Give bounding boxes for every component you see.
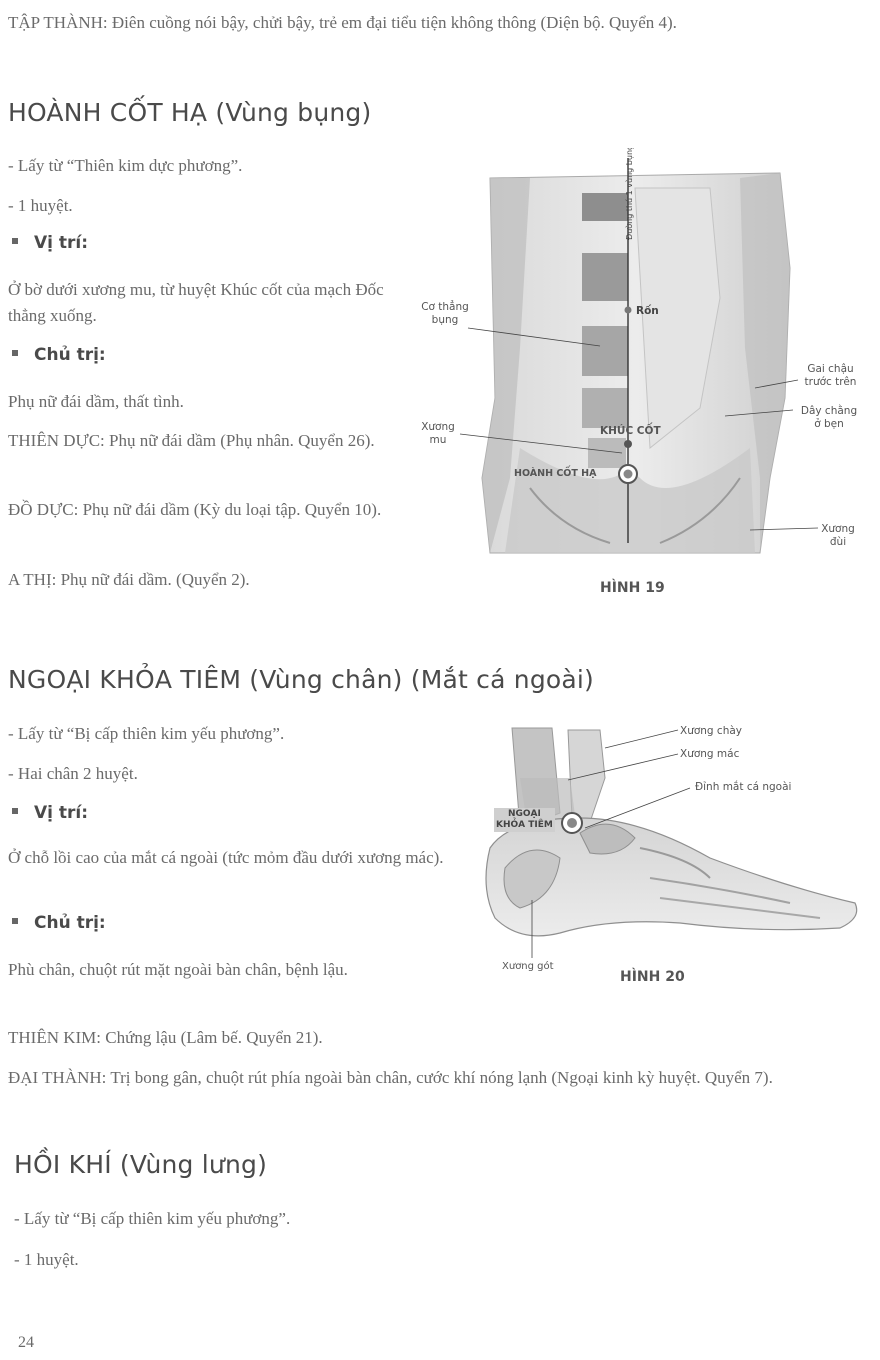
count-line: - 1 huyệt. (14, 1250, 79, 1269)
location-text: Ở bờ dưới xương mu, từ huyệt Khúc cốt của mạch Đốc thẳng xuống. (8, 280, 384, 325)
reference-thien-duc: THIÊN DỰC: Phụ nữ đái dầm (Phụ nhân. Quyển 26). (8, 431, 375, 450)
page-number: 24 (18, 1334, 34, 1351)
bullet-icon (12, 808, 18, 814)
bullet-icon (12, 918, 18, 924)
source-line: - Lấy từ “Thiên kim dực phương”. (8, 156, 243, 175)
reference-dai-thanh: ĐẠI THÀNH: Trị bong gân, chuột rút phía ngoài bàn chân, cước khí nóng lạnh (Ngoại kinh kỳ huyệt. Quyển 7). (8, 1068, 773, 1087)
dinh-mat-ca-label: Đỉnh mắt cá ngoài (695, 781, 792, 793)
khuc-cot-label: KHÚC CỐT (600, 425, 661, 437)
xuong-dui-label: Xương đùi (821, 523, 855, 548)
gai-chau-label: Gai chậu trước trên (804, 363, 857, 388)
source-line: - Lấy từ “Bị cấp thiên kim yếu phương”. (8, 724, 285, 743)
figure-19-caption: HÌNH 19 (600, 580, 665, 596)
indication-heading: Chủ trị: (12, 913, 106, 933)
hoanh-cot-ha-label: HOÀNH CỐT HẠ (514, 468, 597, 479)
indication-heading: Chủ trị: (12, 345, 106, 365)
xuong-mac-label: Xương mác (680, 748, 740, 760)
count-line: - 1 huyệt. (8, 196, 73, 215)
day-chang-label: Dây chằng ở bẹn (800, 405, 858, 430)
figure-20 (460, 718, 870, 998)
count-line: - Hai chân 2 huyệt. (8, 764, 138, 783)
khuc-cot-point (624, 440, 632, 448)
ngoai-khoa-tiem-label: NGOẠI KHỎA TIÊM (496, 809, 553, 830)
reference-do-duc: ĐỒ DỰC: Phụ nữ đái dầm (Kỳ du loại tập. Quyển 10). (8, 500, 382, 519)
xuong-mu-label: Xương mu (421, 421, 455, 446)
bullet-icon (12, 350, 18, 356)
ron-label: Rốn (636, 305, 659, 317)
figure-19 (410, 148, 870, 608)
location-text: Ở chỗ lồi cao của mắt cá ngoài (tức mỏm đầu dưới xương mác). (8, 848, 444, 867)
vertical-line-label: Đường thứ 1 vùng bụng (625, 148, 634, 240)
xuong-got-label: Xương gót (502, 961, 554, 972)
location-heading: Vị trí: (12, 233, 88, 253)
section-title-hoanh-cot-ha: HOÀNH CỐT HẠ (Vùng bụng) (8, 98, 372, 127)
location-heading: Vị trí: (12, 803, 88, 823)
reference-a-thi: A THỊ: Phụ nữ đái dầm. (Quyển 2). (8, 570, 250, 589)
indication-text: Phụ nữ đái dầm, thất tình. (8, 392, 184, 411)
intro-paragraph: TẬP THÀNH: Điên cuồng nói bậy, chửi bậy, trẻ em đại tiểu tiện không thông (Diện bộ. Quyển 4). (8, 13, 677, 32)
bullet-icon (12, 238, 18, 244)
reference-thien-kim: THIÊN KIM: Chứng lậu (Lâm bế. Quyển 21). (8, 1028, 323, 1047)
ankle-illustration (460, 718, 870, 998)
co-thang-bung-label: Cơ thẳng bụng (421, 301, 469, 326)
xuong-chay-label: Xương chày (680, 725, 743, 737)
section-title-ngoai-khoa-tiem: NGOẠI KHỎA TIÊM (Vùng chân) (Mắt cá ngoài) (8, 665, 594, 694)
indication-text: Phù chân, chuột rút mặt ngoài bàn chân, bệnh lậu. (8, 960, 348, 979)
section-title-hoi-khi: HỒI KHÍ (Vùng lưng) (14, 1150, 268, 1179)
source-line: - Lấy từ “Bị cấp thiên kim yếu phương”. (14, 1209, 291, 1228)
figure-20-caption: HÌNH 20 (620, 969, 685, 985)
